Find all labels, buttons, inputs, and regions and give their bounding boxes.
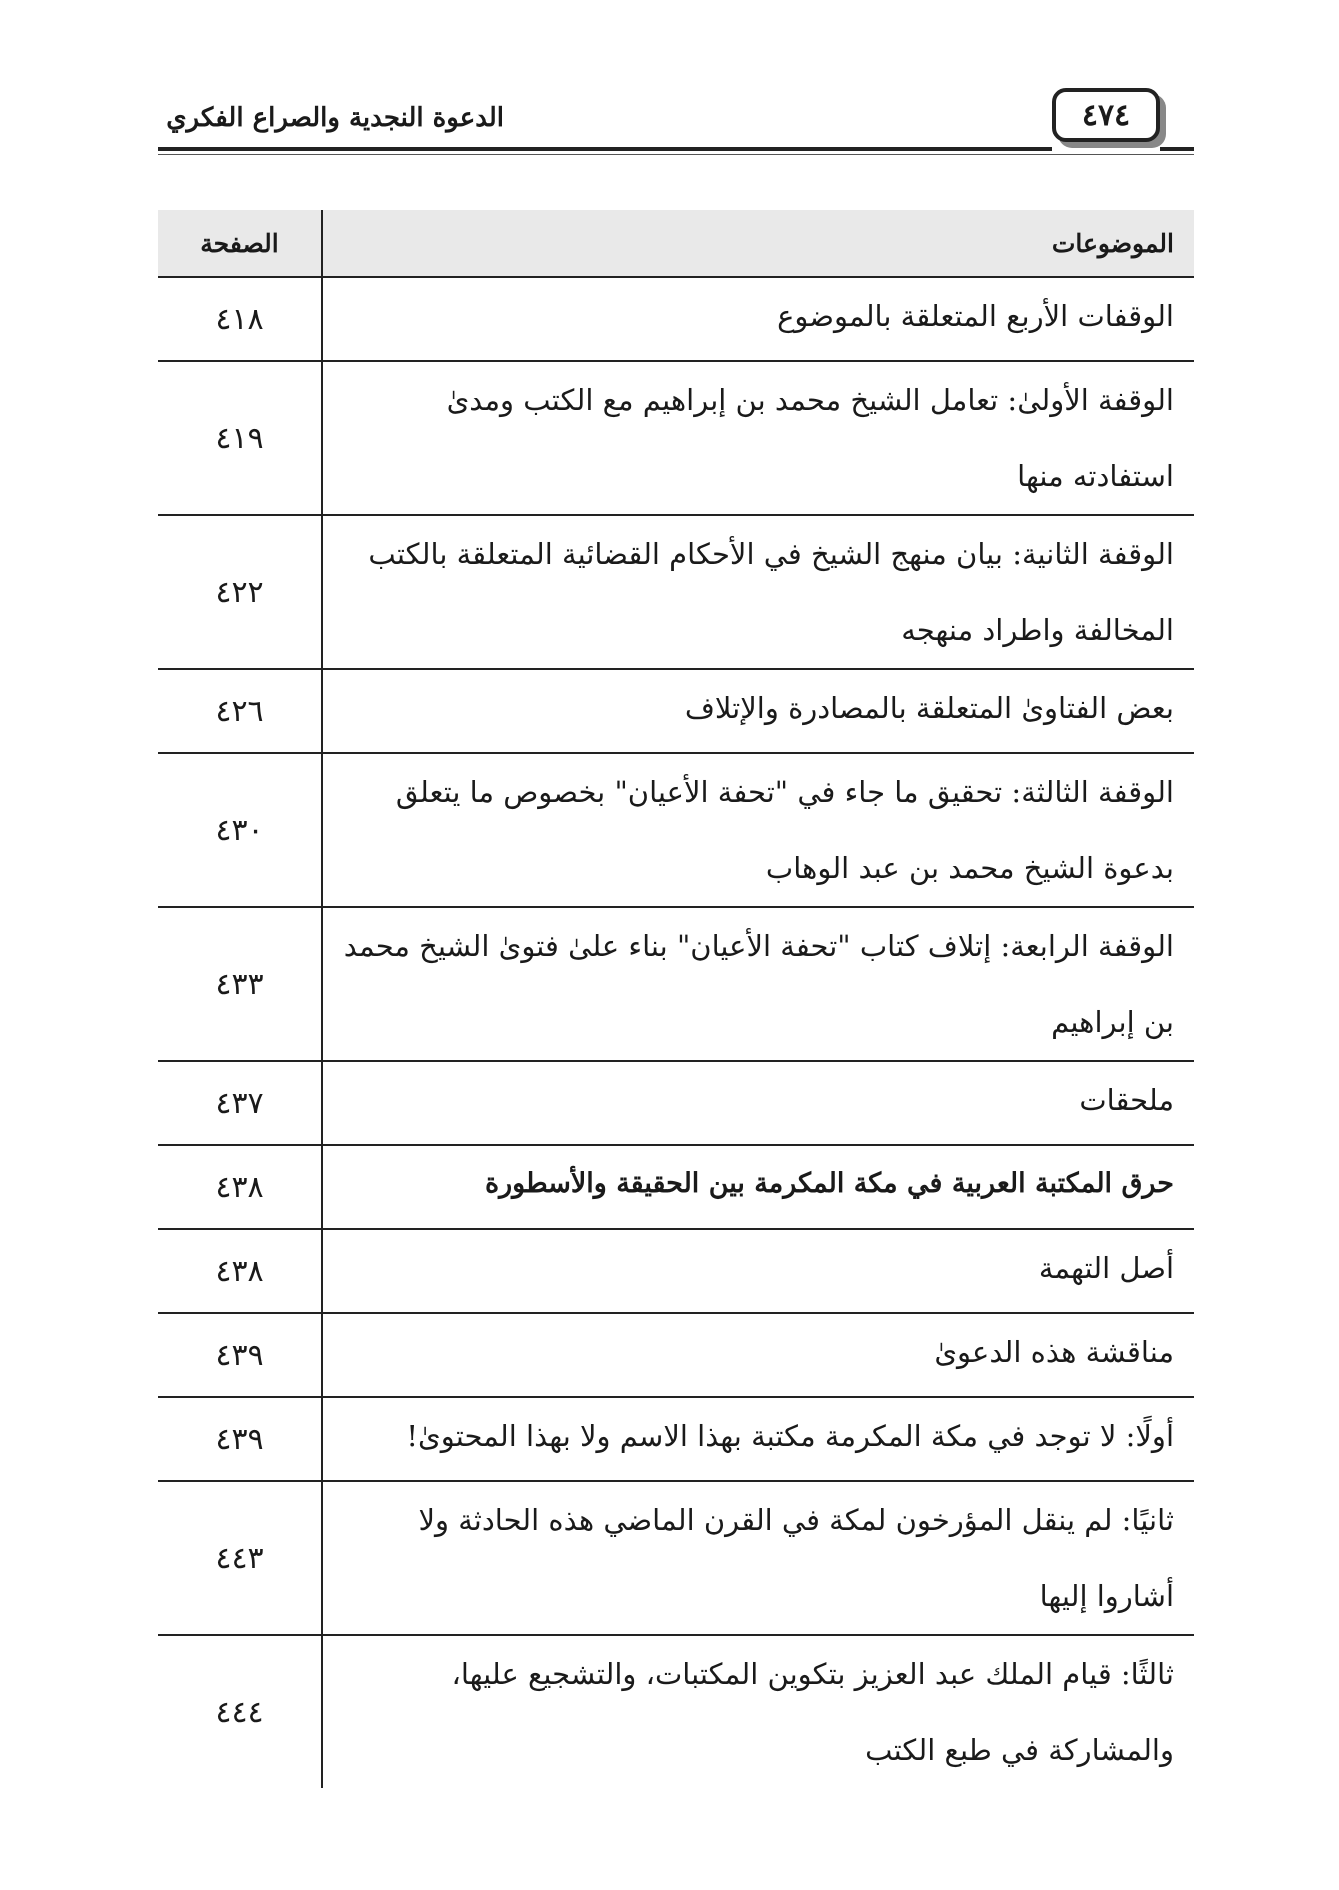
toc-page-number: ٤٣٩ bbox=[158, 1398, 323, 1480]
toc-page-number: ٤٣٠ bbox=[158, 754, 323, 906]
header-rule-thin bbox=[158, 154, 1194, 155]
toc-page-number: ٤١٨ bbox=[158, 278, 323, 360]
toc-row bbox=[158, 1314, 1194, 1398]
toc-row bbox=[158, 754, 1194, 908]
toc-topic: ملحقات bbox=[1079, 1083, 1174, 1117]
toc-row bbox=[158, 1062, 1194, 1146]
toc-topic: مناقشة هذه الدعوىٰ bbox=[934, 1335, 1174, 1369]
toc-topic: الوقفات الأربع المتعلقة بالموضوع bbox=[777, 299, 1174, 333]
toc-row bbox=[158, 516, 1194, 670]
toc-row bbox=[158, 1398, 1194, 1482]
toc-page-number: ٤١٩ bbox=[158, 362, 323, 514]
toc-row-section-heading bbox=[158, 1146, 1194, 1230]
table-of-contents bbox=[158, 210, 1194, 1788]
toc-page-number: ٤٢٢ bbox=[158, 516, 323, 668]
toc-row bbox=[158, 278, 1194, 362]
toc-topic: حرق المكتبة العربية في مكة المكرمة بين الحقيقة والأسطورة bbox=[484, 1168, 1174, 1199]
toc-page-number: ٤٣٣ bbox=[158, 908, 323, 1060]
toc-page-number: ٤٤٤ bbox=[158, 1636, 323, 1788]
toc-header-row bbox=[158, 210, 1194, 278]
toc-row bbox=[158, 1636, 1194, 1788]
toc-topic: أولًا: لا توجد في مكة المكرمة مكتبة بهذا الاسم ولا بهذا المحتوىٰ! bbox=[406, 1419, 1174, 1453]
toc-topic: الوقفة الرابعة: إتلاف كتاب "تحفة الأعيان" بناء علىٰ فتوىٰ الشيخ محمد بن إبراهيم bbox=[343, 929, 1174, 1039]
toc-topic: بعض الفتاوىٰ المتعلقة بالمصادرة والإتلاف bbox=[684, 691, 1174, 725]
toc-topic: الوقفة الثانية: بيان منهج الشيخ في الأحكام القضائية المتعلقة بالكتب المخالفة واطراد منهجه bbox=[368, 537, 1174, 647]
toc-row bbox=[158, 670, 1194, 754]
toc-page-number: ٤٢٦ bbox=[158, 670, 323, 752]
toc-page-number: ٤٣٩ bbox=[158, 1314, 323, 1396]
toc-row bbox=[158, 908, 1194, 1062]
running-title: الدعوة النجدية والصراع الفكري bbox=[166, 103, 504, 133]
page-column-header: الصفحة bbox=[158, 210, 323, 276]
toc-row bbox=[158, 1482, 1194, 1636]
page-number-badge: ٤٧٤ bbox=[1052, 88, 1160, 142]
header-rule bbox=[158, 147, 1052, 151]
toc-row bbox=[158, 1230, 1194, 1314]
toc-page-number: ٤٣٨ bbox=[158, 1146, 323, 1228]
toc-topic: ثانيًا: لم ينقل المؤرخون لمكة في القرن الماضي هذه الحادثة ولا أشاروا إليها bbox=[418, 1503, 1174, 1613]
toc-row bbox=[158, 362, 1194, 516]
toc-topic: أصل التهمة bbox=[1038, 1251, 1174, 1285]
toc-page-number: ٤٣٧ bbox=[158, 1062, 323, 1144]
toc-topic: الوقفة الأولىٰ: تعامل الشيخ محمد بن إبراهيم مع الكتب ومدىٰ استفادته منها bbox=[446, 383, 1174, 493]
toc-topic: الوقفة الثالثة: تحقيق ما جاء في "تحفة الأعيان" بخصوص ما يتعلق بدعوة الشيخ محمد بن عبد الوهاب bbox=[395, 775, 1174, 885]
toc-page-number: ٤٤٣ bbox=[158, 1482, 323, 1634]
header-rule-right bbox=[1160, 147, 1194, 151]
page-header bbox=[0, 0, 1339, 160]
toc-topic: ثالثًا: قيام الملك عبد العزيز بتكوين المكتبات، والتشجيع عليها، والمشاركة في طبع الكتب bbox=[451, 1657, 1174, 1767]
topics-column-header: الموضوعات bbox=[1051, 228, 1174, 258]
toc-page-number: ٤٣٨ bbox=[158, 1230, 323, 1312]
